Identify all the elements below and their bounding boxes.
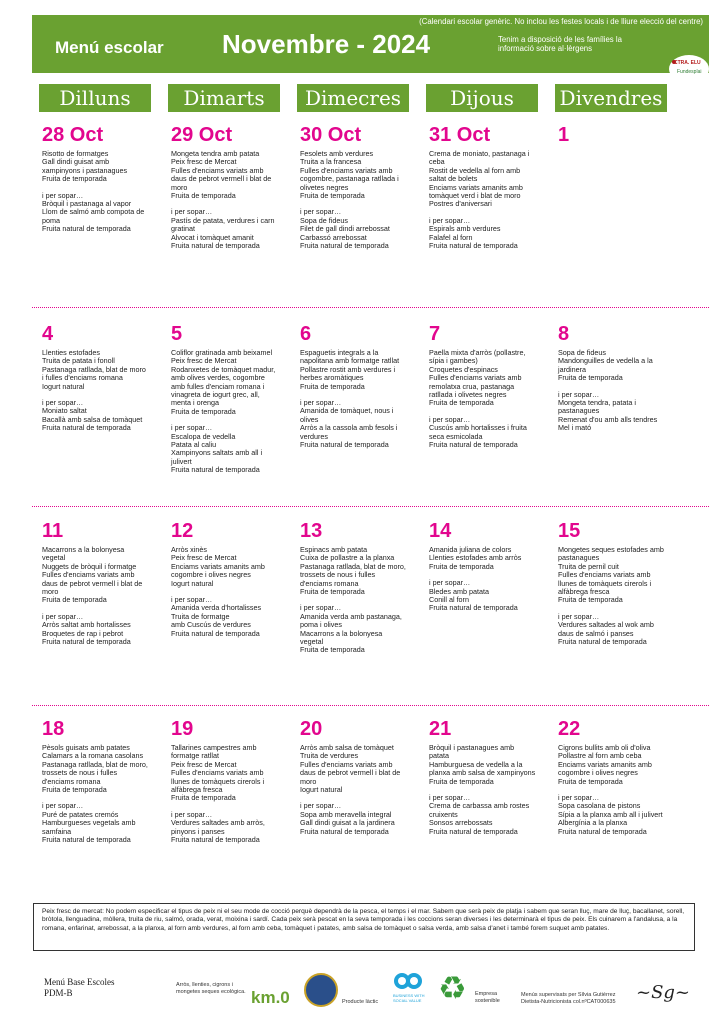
week-separator	[32, 705, 709, 706]
dinner-item: Truita de formatge	[171, 611, 230, 621]
dinner-item: Sopa casolana de pistons	[558, 801, 641, 811]
day-cell	[300, 124, 424, 250]
lunch-item: alfàbrega fresca	[558, 587, 610, 597]
dairy-label: Producte làctic	[342, 999, 379, 1005]
dinner-item: Fruita natural de temporada	[42, 835, 131, 845]
weekday-friday: Divendres	[555, 84, 667, 112]
day-cell	[558, 323, 682, 433]
lunch-item: Fulles d'enciams variats amb	[171, 768, 264, 778]
day-cell	[429, 124, 553, 250]
day-number: 8	[558, 323, 570, 345]
day-number: 22	[558, 718, 581, 740]
day-number: 11	[42, 520, 64, 542]
lunch-item: Pastanaga ratllada, blat de moro	[42, 364, 146, 374]
lunch-item: Iogurt natural	[300, 785, 343, 795]
dinner-item: poma	[42, 215, 60, 225]
lunch-item: llunes de tomàquets cirerols i	[558, 578, 652, 588]
lunch-item: Sopa de fideus	[558, 348, 606, 357]
lunch-item: jardinera	[558, 364, 586, 374]
dinner-item: Fruita natural de temporada	[429, 440, 518, 450]
dinner-label: i per sopar…	[42, 190, 84, 200]
lunch-item: Truita de patata i fonoll	[42, 356, 115, 366]
day-number: 19	[171, 718, 194, 740]
day-cell	[171, 323, 295, 475]
lunch-item: Fruita de temporada	[429, 561, 494, 571]
lunch-item: Peix fresc de Mercat	[171, 157, 237, 167]
dinner-item: Fruita natural de temporada	[300, 241, 389, 251]
lunch-item: trossets de nous i fulles	[300, 570, 376, 580]
lunch-item: Pastanaga ratllada, blat de moro,	[300, 561, 406, 571]
lunch-item: vinagreta de iogurt grec, all,	[171, 390, 260, 400]
dinner-item: Sopa amb meravella integral	[300, 809, 392, 819]
day-cell	[558, 124, 682, 150]
lunch-item: Fruita de temporada	[300, 381, 365, 391]
lunch-item: Fruita de temporada	[42, 595, 107, 605]
dinner-item: Sopa de fideus	[300, 215, 348, 225]
dinner-item: Fruita natural de temporada	[171, 465, 260, 475]
lunch-item: Fesolets amb verdures	[300, 149, 374, 158]
day-number: 20	[300, 718, 323, 740]
calendar-note: (Calendari escolar genèric. No inclou les festes locals i de lliure elecció del centre)	[419, 17, 703, 26]
lunch-item: Peix fresc de Mercat	[171, 759, 237, 769]
weekday-tuesday: Dimarts	[168, 84, 280, 112]
day-number: 28 Oct	[42, 124, 104, 146]
day-cell	[558, 520, 682, 646]
lunch-item: Pollastre rostit amb verdures i	[300, 364, 396, 374]
lunch-item: Iogurt natural	[171, 578, 214, 588]
dinner-item: julivert	[171, 456, 192, 466]
dinner-item: Falafel al forn	[429, 232, 473, 242]
dinner-item: Broquetes de rap i pebrot	[42, 628, 124, 638]
lunch-item: Llenties estofades amb arròs	[429, 553, 522, 563]
logo-line2: Fundesplai	[677, 69, 702, 75]
dinner-label: i per sopar…	[171, 423, 213, 433]
lunch-item: Peix fresc de Mercat	[171, 356, 237, 366]
lunch-item: Postres d'aniversari	[429, 199, 492, 209]
lunch-item: Mandonguilles de vedella a la	[558, 356, 653, 366]
menu-base-line2: PDM-B	[44, 988, 73, 998]
lunch-item: Cigrons bullits amb oli d'oliva	[558, 743, 651, 752]
dinner-item: Fruita natural de temporada	[42, 224, 131, 234]
day-number: 14	[429, 520, 452, 542]
dinner-item: Fruita natural de temporada	[300, 440, 389, 450]
lunch-item: napolitana amb formatge ratllat	[300, 356, 400, 366]
dinner-item: Moniato saltat	[42, 406, 87, 416]
dinner-item: Gall dindi guisat a la jardinera	[300, 818, 395, 828]
lunch-item: Mongeta tendra amb patata	[171, 149, 260, 158]
lunch-item: Risotto de formatges	[42, 149, 109, 158]
dinner-item: Carbassó arrebossat	[300, 232, 367, 242]
dinner-item: Fruita de temporada	[300, 645, 365, 655]
lunch-item: Tallarines campestres amb	[171, 743, 257, 752]
day-number: 21	[429, 718, 452, 740]
dinner-item: Albergínia a la planxa	[558, 818, 628, 828]
lunch-item: trossets de nous i fulles	[42, 768, 118, 778]
lunch-item: Macarrons a la bolonyesa	[42, 545, 125, 554]
lunch-item: Paella mixta d'arròs (pollastre,	[429, 348, 526, 357]
dinner-label: i per sopar…	[300, 801, 342, 811]
lunch-item: cogombre i olives negres	[558, 768, 638, 778]
dinner-item: gratinat	[171, 224, 195, 234]
lunch-item: moro	[42, 587, 59, 597]
lunch-item: herbes aromàtiques	[300, 373, 364, 383]
lunch-item: Croquetes d'espinacs	[429, 364, 498, 374]
dinner-label: i per sopar…	[300, 207, 342, 217]
month-title: Novembre - 2024	[222, 29, 431, 59]
dinner-item: Amanida verda amb pastanaga,	[300, 611, 402, 621]
dinner-label: i per sopar…	[558, 611, 600, 621]
day-cell	[558, 718, 682, 836]
week-separator	[32, 506, 709, 507]
day-cell	[429, 718, 553, 836]
lunch-item: d'enciams romana	[42, 776, 101, 786]
lunch-item: Pèsols guisats amb patates	[42, 743, 130, 752]
lunch-item: Fruita de temporada	[42, 174, 107, 184]
day-number: 18	[42, 718, 65, 740]
lunch-item: Fruita de temporada	[558, 776, 623, 786]
recycle-icon: ♻	[438, 970, 467, 1006]
lunch-item: Rostit de vedella al forn amb	[429, 165, 521, 175]
dinner-item: Cuscús amb hortalisses i fruita	[429, 423, 527, 433]
lunch-item: cogombre, pastanaga ratllada i	[300, 174, 399, 184]
dinner-item: Filet de gall dindi arrebossat	[300, 224, 390, 234]
dinner-item: seca esmicolada	[429, 431, 483, 441]
lunch-item: tomàquet verd i blat de moro	[429, 191, 521, 201]
lunch-item: olivetes negres	[300, 182, 349, 192]
lunch-item: remolatxa crua, pastanaga	[429, 381, 515, 391]
lunch-item: ratllada i olivetes negres	[429, 390, 507, 400]
menu-title: Menú escolar	[55, 38, 164, 57]
lunch-item: ceba	[429, 157, 445, 167]
dinner-label: i per sopar…	[558, 389, 600, 399]
day-cell	[171, 718, 295, 844]
dinner-item: Fruita natural de temporada	[42, 423, 131, 433]
fish-note: Peix fresc de mercat: No podem especificar el tipus de peix ni el seu mode de cocció perquè dependrà de la pesca, el temps i el mar. Sabem que serà peix de platja i sabem que seran lluç, mare de lluç, bacallanet, sorell, bròtola, llenguadina, mòllera, truita de riu, salmó, orada, verat, moixina i sardí. Cada peix serà pescat en la seva temporada i les coccions seran diverses i les determinarà el tipus de peix. Els cuinarem a l'andalusa, a la romana, enfarinat, arrebossat, a la planxa, al forn amb verdures, al forn amb ceba, tomàquet i patates, amb salsa de tomàquet o salsa verda, amb salsa d'anet i també forem suquet amb patates.	[42, 908, 685, 932]
dinner-item: daus de salmó i panses	[558, 628, 634, 638]
dinner-item: Pastís de patata, verdures i carn	[171, 215, 275, 225]
lunch-item: patata	[429, 751, 449, 761]
dinner-item: poma i olives	[300, 620, 342, 630]
dinner-item: Amanida verda d'hortalisses	[171, 603, 262, 613]
dinner-item: Remenat d'ou amb alls tendres	[558, 414, 658, 424]
lunch-item: Espinacs amb patata	[300, 545, 368, 554]
dinner-item: Bacallà amb salsa de tomàquet	[42, 414, 143, 424]
lunch-item: Llenties estofades	[42, 348, 100, 357]
dinner-item: Patata al caliu	[171, 440, 217, 450]
lunch-item: Coliflor gratinada amb beixamel	[171, 348, 273, 357]
lunch-item: cogombre i olives negres	[171, 570, 251, 580]
dinner-item: Fruita natural de temporada	[171, 241, 260, 251]
lunch-item: Fruita de temporada	[171, 406, 236, 416]
dinner-item: Espirals amb verdures	[429, 224, 501, 234]
day-cell	[429, 323, 553, 449]
dinner-item: Sípia a la planxa amb all i julivert	[558, 809, 663, 819]
dinner-item: samfaina	[42, 826, 72, 836]
dinner-item: Amanida de tomàquet, nous i	[300, 406, 394, 416]
dinner-label: i per sopar…	[429, 578, 471, 588]
lunch-item: Truita de pernil cuit	[558, 561, 619, 571]
lunch-item: moro	[171, 182, 188, 192]
lunch-item: Crema de moniato, pastanaga i	[429, 149, 530, 158]
dinner-item: Puré de patates cremós	[42, 809, 119, 819]
dinner-item: Fruita natural de temporada	[300, 826, 389, 836]
supervisor-line1: Menús supervisats per Sílvia Gutiérrez	[521, 992, 616, 998]
dinner-item: Mel i mató	[558, 423, 592, 433]
lunch-item: Enciams variats amanits amb	[171, 561, 265, 571]
lunch-item: Fruita de temporada	[429, 398, 494, 408]
dinner-item: Arròs saltat amb hortalisses	[42, 620, 131, 630]
day-number: 12	[171, 520, 194, 542]
day-number: 31 Oct	[429, 124, 491, 146]
lunch-item: Arròs xinès	[171, 545, 207, 554]
dinner-item: Fruita natural de temporada	[558, 826, 647, 836]
lunch-item: Fulles d'enciams variats amb	[300, 759, 393, 769]
dinner-item: Fruita natural de temporada	[171, 835, 260, 845]
week-separator	[32, 307, 709, 308]
day-number: 5	[171, 323, 183, 345]
lunch-item: amb fulles d'enciam romana i	[171, 381, 265, 391]
dinner-label: i per sopar…	[558, 793, 600, 803]
lunch-item: Pastanaga ratllada, blat de moro,	[42, 759, 148, 769]
lunch-item: daus de pebrot vermell i blat de	[42, 578, 143, 588]
allergen-note: Tenim a disposició de les famílies la informació sobre al·lèrgens	[498, 35, 622, 53]
dinner-label: i per sopar…	[42, 398, 84, 408]
lunch-item: Iogurt natural	[42, 381, 85, 391]
lunch-item: Mongetes seques estofades amb	[558, 545, 664, 554]
lunch-item: sípia i gambes)	[429, 356, 478, 366]
supervisor-line2: Dietista-Nutricionista col.nºCAT000635	[521, 998, 616, 1005]
lunch-item: Fulles d'enciams variats amb	[429, 373, 522, 383]
day-cell	[300, 718, 424, 836]
lunch-item: Fulles d'enciams variats amb	[300, 165, 393, 175]
lunch-item: Fruita de temporada	[171, 191, 236, 201]
lunch-item: Truita de verdures	[300, 751, 359, 761]
lunch-item: llunes de tomàquets cirerols i	[171, 776, 265, 786]
fish-note-box	[33, 903, 695, 951]
lunch-item: Fruita de temporada	[300, 191, 365, 201]
logo-line1: CTRA. ELU	[674, 60, 701, 66]
lunch-item: Calamars a la romana casolans	[42, 751, 144, 761]
dinner-item: Xampinyons saltats amb all i	[171, 448, 263, 458]
lunch-item: pastanagues	[558, 553, 600, 563]
lunch-item: Bròquil i pastanagues amb	[429, 743, 515, 752]
signature-icon: ~Sg~	[636, 982, 691, 1003]
menu-base-label	[44, 977, 114, 999]
day-cell	[171, 520, 295, 638]
dinner-item: Escalopa de vedella	[171, 431, 236, 441]
dinner-label: i per sopar…	[42, 611, 84, 621]
weekday-thursday: Dijous	[426, 84, 538, 112]
dinner-item: olives	[300, 414, 319, 424]
dinner-label: i per sopar…	[42, 801, 84, 811]
lunch-item: Fruita de temporada	[558, 373, 623, 383]
dinner-item: Fruita natural de temporada	[429, 603, 518, 613]
dinner-label: i per sopar…	[429, 215, 471, 225]
day-number: 6	[300, 323, 312, 345]
dinner-item: Arròs a la cassola amb fesols i	[300, 423, 398, 433]
dinner-item: cruixents	[429, 809, 458, 819]
day-number: 1	[558, 124, 570, 146]
lunch-item: Cuixa de pollastre a la planxa	[300, 553, 395, 563]
lunch-item: daus de pebrot vermell i blat de	[300, 768, 401, 778]
dinner-item: amb Cuscús de verdures	[171, 620, 251, 630]
dinner-label: i per sopar…	[171, 809, 213, 819]
dinner-item: Alvocat i tomàquet amanit	[171, 232, 254, 242]
lunch-item: alfàbrega fresca	[171, 785, 223, 795]
lunch-item: Pollastre al forn amb ceba	[558, 751, 642, 761]
lunch-item: planxa amb salsa de xampinyons	[429, 768, 536, 778]
lunch-item: amb olives verdes, cogombre	[171, 373, 265, 383]
lunch-item: Arròs amb salsa de tomàquet	[300, 743, 394, 752]
lunch-item: Amanida juliana de colors	[429, 545, 512, 554]
lunch-item: Truita a la francesa	[300, 157, 362, 167]
dinner-item: Bledes amb patata	[429, 586, 489, 596]
dinner-item: Verdures saltades amb arròs,	[171, 818, 265, 828]
lunch-item: Enciams variats amanits amb	[429, 182, 523, 192]
lunch-item: Rodanxetes de tomàquet madur,	[171, 364, 276, 374]
day-cell	[300, 520, 424, 655]
day-number: 15	[558, 520, 581, 542]
lunch-item: vegetal	[42, 553, 66, 563]
lunch-item: Espaguetis integrals a la	[300, 348, 379, 357]
lunch-item: i fulles d'enciams romana	[42, 373, 123, 383]
lunch-item: formatge ratllat	[171, 751, 219, 761]
day-cell	[42, 323, 166, 433]
lunch-item: Fruita de temporada	[171, 793, 236, 803]
lunch-item: Fulles d'enciams variats amb	[171, 165, 264, 175]
dinner-item: Sonsos arrebossats	[429, 818, 493, 828]
lunch-item: d'enciams romana	[300, 578, 359, 588]
day-number: 4	[42, 323, 54, 345]
day-cell	[300, 323, 424, 449]
dinner-item: Fruita natural de temporada	[558, 637, 647, 647]
lunch-item: Enciams variats amanits amb	[558, 759, 652, 769]
day-cell	[429, 520, 553, 613]
dinner-item: Fruita natural de temporada	[429, 241, 518, 251]
day-cell	[171, 124, 295, 250]
dinner-item: Mongeta tendra, patata i	[558, 398, 636, 408]
dinner-item: Fruita natural de temporada	[171, 628, 260, 638]
menu-base-line1: Menú Base Escoles	[44, 977, 115, 987]
dinner-item: pinyons i panses	[171, 826, 225, 836]
dinner-item: Conill al forn	[429, 595, 469, 605]
dinner-label: i per sopar…	[300, 603, 342, 613]
header-banner	[32, 15, 709, 73]
dinner-item: vegetal	[300, 637, 324, 647]
supervisor-note	[521, 992, 616, 1005]
day-cell	[42, 718, 166, 844]
dinner-label: i per sopar…	[171, 207, 213, 217]
dinner-item: Llom de salmó amb compota de	[42, 207, 145, 217]
dairy-badge-icon	[304, 973, 338, 1007]
dinner-item: pastanagues	[558, 406, 600, 416]
weekday-monday: Dilluns	[39, 84, 151, 112]
day-number: 29 Oct	[171, 124, 233, 146]
dinner-label: i per sopar…	[171, 595, 213, 605]
lunch-item: Nuggets de bròquil i formatge	[42, 561, 137, 571]
dinner-label: i per sopar…	[429, 414, 471, 424]
dinner-label: i per sopar…	[300, 398, 342, 408]
lunch-item: Peix fresc de Mercat	[171, 553, 237, 563]
lunch-item: saltat de bolets	[429, 174, 478, 184]
dinner-item: Hamburgueses vegetals amb	[42, 818, 136, 828]
lunch-item: Fruita de temporada	[429, 776, 494, 786]
dinner-item: Macarrons a la bolonyesa	[300, 628, 383, 638]
dinner-label: i per sopar…	[429, 793, 471, 803]
dinner-item: verdures	[300, 431, 328, 441]
fundesplai-logo	[669, 55, 709, 83]
lunch-item: daus de pebrot vermell i blat de	[171, 174, 272, 184]
day-number: 30 Oct	[300, 124, 362, 146]
dinner-item: Fruita natural de temporada	[429, 826, 518, 836]
dinner-item: Bròquil i pastanaga al vapor	[42, 199, 132, 209]
lunch-item: Fruita de temporada	[300, 587, 365, 597]
lunch-item: Fulles d'enciams variats amb	[42, 570, 135, 580]
day-number: 7	[429, 323, 441, 345]
day-cell	[42, 124, 166, 234]
lunch-item: Fulles d'enciams variats amb	[558, 570, 651, 580]
lunch-item: Gall dindi guisat amb	[42, 157, 110, 167]
lunch-item: menta i orenga	[171, 398, 219, 408]
day-cell	[42, 520, 166, 646]
sustainable-label: Empresa sostenible	[475, 991, 500, 1004]
lunch-item: Fruita de temporada	[558, 595, 623, 605]
eco-note: Arròs, llenties, cigrons i mongetes seques ecològica.	[176, 982, 246, 995]
km0-logo: km.0	[251, 988, 290, 1007]
dinner-item: Crema de carbassa amb rostes	[429, 801, 530, 811]
social-value-label: BUSINESS WITH SOCIAL VALUE	[393, 993, 425, 1003]
day-number: 13	[300, 520, 323, 542]
weekday-wednesday: Dimecres	[297, 84, 409, 112]
lunch-item: Fruita de temporada	[42, 785, 107, 795]
lunch-item: xampinyons i pastanagues	[42, 165, 128, 175]
lunch-item: Hamburguesa de vedella a la	[429, 759, 523, 769]
dinner-item: Fruita natural de temporada	[42, 637, 131, 647]
dinner-item: Verdures saltades al wok amb	[558, 620, 654, 630]
lunch-item: moro	[300, 776, 317, 786]
